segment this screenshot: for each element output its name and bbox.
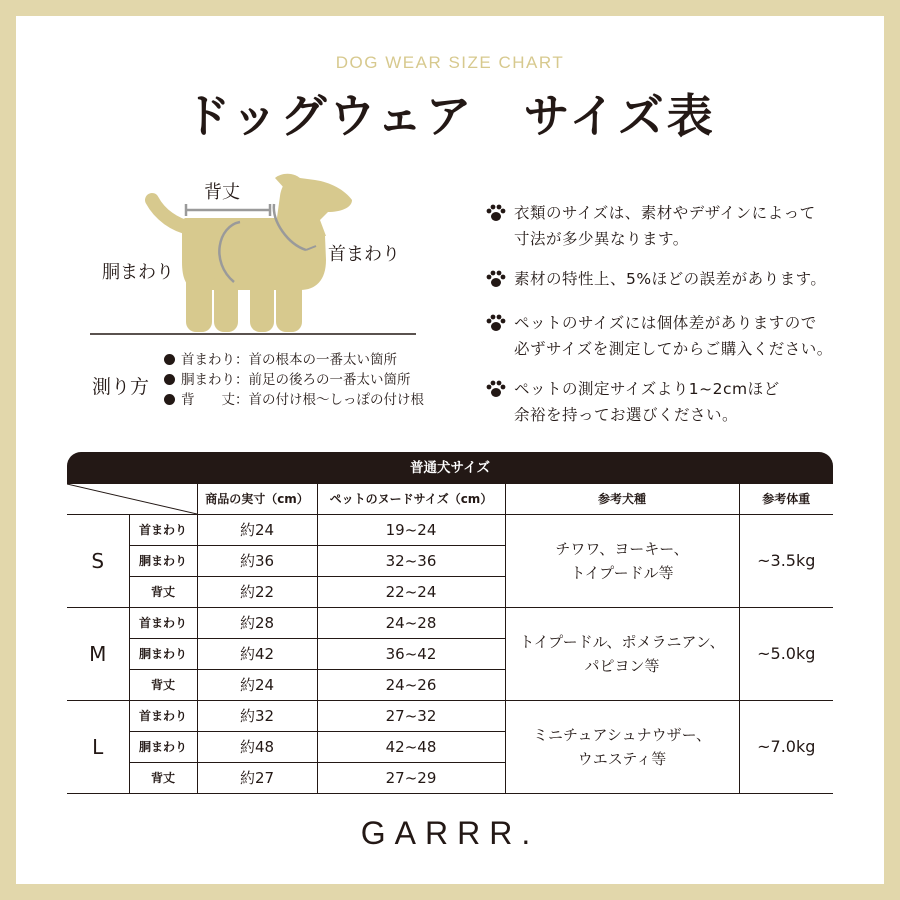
actual-cell: 約28	[197, 607, 317, 638]
part-cell: 首まわり	[129, 700, 197, 731]
table-row	[67, 514, 833, 545]
header-actual: 商品の実寸（cm）	[197, 484, 317, 514]
size-table	[67, 452, 833, 794]
nude-cell: 24~26	[317, 669, 505, 700]
notes-list	[486, 200, 866, 442]
actual-cell: 約42	[197, 638, 317, 669]
paw-icon	[486, 200, 514, 252]
page-title: ドッグウェア サイズ表	[184, 89, 716, 143]
breed-cell: チワワ、ヨーキー、 トイプードル等	[505, 514, 739, 607]
bullet-icon	[164, 394, 175, 405]
weight-cell: ~3.5kg	[739, 514, 833, 607]
dog-diagram	[90, 170, 420, 340]
nude-cell: 36~42	[317, 638, 505, 669]
part-cell: 首まわり	[129, 514, 197, 545]
measure-item: 首まわり：首の根本の一番太い箇所	[164, 350, 424, 370]
size-grid	[67, 484, 833, 794]
actual-cell: 約22	[197, 576, 317, 607]
part-cell: 胴まわり	[129, 638, 197, 669]
nude-cell: 22~24	[317, 576, 505, 607]
part-cell: 背丈	[129, 669, 197, 700]
part-cell: 背丈	[129, 576, 197, 607]
size-cell: M	[67, 607, 129, 700]
actual-cell: 約32	[197, 700, 317, 731]
table-row	[67, 607, 833, 638]
bullet-icon	[164, 354, 175, 365]
note-item: ペットのサイズには個体差がありますので 必ずサイズを測定してからご購入ください。	[486, 310, 866, 362]
part-cell: 首まわり	[129, 607, 197, 638]
breed-cell: トイプードル、ポメラニアン、 パピヨン等	[505, 607, 739, 700]
breed-cell: ミニチュアシュナウザー、 ウエスティ等	[505, 700, 739, 793]
weight-cell: ~5.0kg	[739, 607, 833, 700]
note-item: 衣類のサイズは、素材やデザインによって 寸法が多少異なります。	[486, 200, 866, 252]
measure-item: 胴まわり：前足の後ろの一番太い箇所	[164, 370, 424, 390]
nude-cell: 27~32	[317, 700, 505, 731]
measure-title: 測り方	[92, 376, 150, 398]
size-cell: L	[67, 700, 129, 793]
part-cell: 背丈	[129, 762, 197, 793]
actual-cell: 約24	[197, 514, 317, 545]
part-cell: 胴まわり	[129, 545, 197, 576]
bullet-icon	[164, 374, 175, 385]
header-breed: 参考犬種	[505, 484, 739, 514]
nude-cell: 42~48	[317, 731, 505, 762]
diagonal-header-cell	[67, 484, 197, 514]
paw-icon	[486, 310, 514, 362]
nude-cell: 27~29	[317, 762, 505, 793]
actual-cell: 約24	[197, 669, 317, 700]
nude-cell: 32~36	[317, 545, 505, 576]
neck-label: 首まわり	[328, 244, 400, 265]
note-item: ペットの測定サイズより1~2cmほど 余裕を持ってお選びください。	[486, 376, 866, 428]
actual-cell: 約36	[197, 545, 317, 576]
actual-cell: 約27	[197, 762, 317, 793]
weight-cell: ~7.0kg	[739, 700, 833, 793]
header-nude: ペットのヌードサイズ（cm）	[317, 484, 505, 514]
measure-list	[164, 350, 424, 410]
back-length-label: 背丈	[204, 182, 240, 203]
measure-item: 背 丈：首の付け根〜しっぽの付け根	[164, 390, 424, 410]
brand-logo: GARRR.	[360, 815, 540, 851]
nude-cell: 24~28	[317, 607, 505, 638]
nude-cell: 19~24	[317, 514, 505, 545]
chest-label: 胴まわり	[102, 262, 174, 283]
part-cell: 胴まわり	[129, 731, 197, 762]
note-item: 素材の特性上、5%ほどの誤差があります。	[486, 266, 866, 296]
table-caption: 普通犬サイズ	[67, 452, 833, 484]
paw-icon	[486, 376, 514, 428]
chart-subtitle: DOG WEAR SIZE CHART	[335, 53, 565, 72]
size-cell: S	[67, 514, 129, 607]
paw-icon	[486, 266, 514, 296]
table-row	[67, 700, 833, 731]
header-weight: 参考体重	[739, 484, 833, 514]
actual-cell: 約48	[197, 731, 317, 762]
table-header-row	[67, 484, 833, 514]
